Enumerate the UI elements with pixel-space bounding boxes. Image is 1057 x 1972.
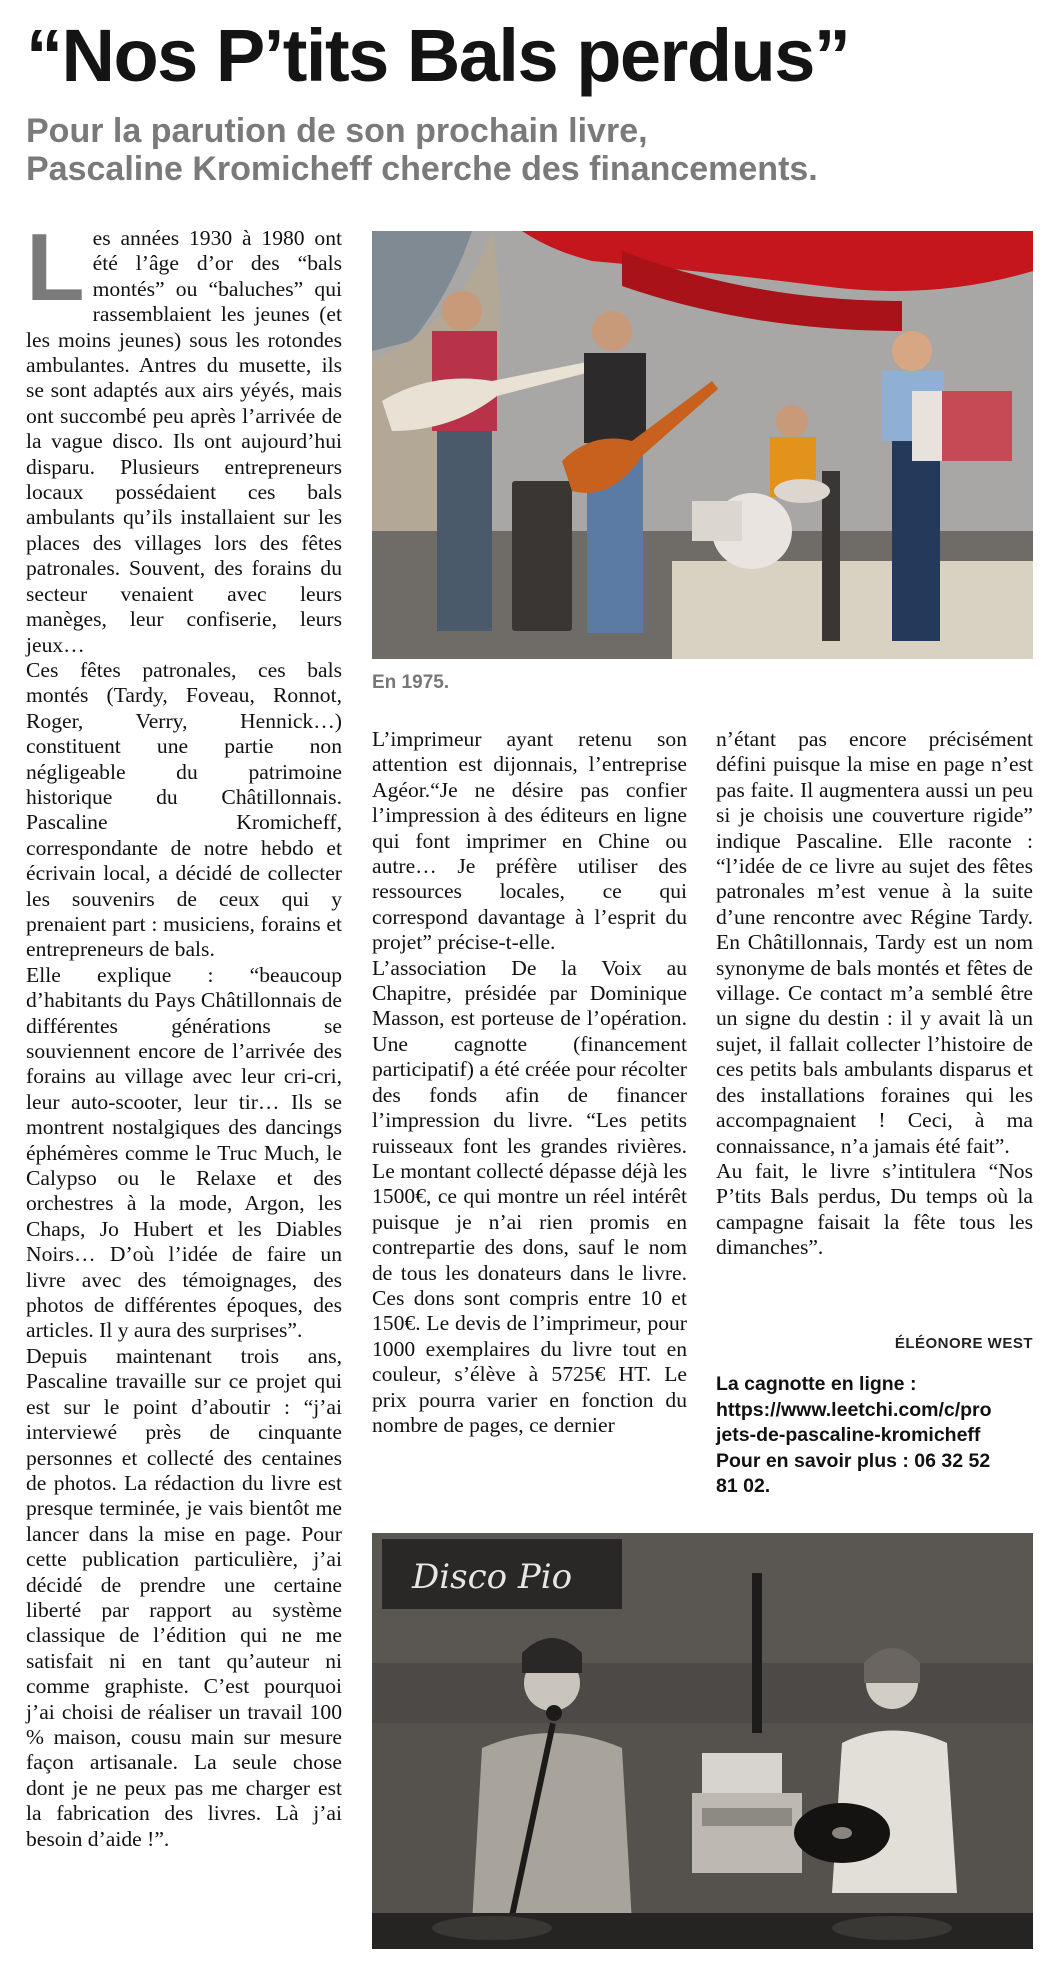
disco-sign-text: Disco Pio — [412, 1557, 573, 1597]
lead-paragraph — [26, 214, 342, 658]
body-paragraph: Au fait, le livre s’intitulera “Nos P’tits Bals perdus, Du temps où la campagne faisait la fête tous les dimanches”. — [716, 1158, 1033, 1260]
band-photo — [372, 231, 1033, 659]
article-byline: ÉLÉONORE WEST — [894, 1335, 1033, 1352]
article-column-3 — [716, 727, 1033, 1261]
article-column-1 — [26, 214, 342, 1852]
info-line: Pour en savoir plus : 06 32 52 — [716, 1449, 991, 1472]
disco-photo-illustration — [372, 1533, 1033, 1949]
body-paragraph: L’association De la Voix au Chapitre, présidée par Dominique Masson, est porteuse de l’opération. Une cagnotte (financement participatif) a été créée pour récolter des fonds afin de financer l’impression du livre. “Les petits ruisseaux font les grandes rivières. Le montant collecté dépasse déjà les 1500€, ce qui montre un réel intérêt puisque je n’ai rien promis en contrepartie des dons, sauf le nom de tous les donateurs dans le livre. Ces dons sont compris entre 10 et 150€. Le devis de l’imprimeur, pour 1000 exemplaires du livre tout en couleur, s’élève à 5725€ HT. Le prix pourra varier en fonction du nombre de pages, ce dernier — [372, 955, 687, 1437]
lead-text: es années 1930 à 1980 ont été l’âge d’or des “bals montés” ou “baluches” qui rassemblaient les jeunes (et les moins jeunes) sous les rotondes ambulantes. Antres du musette, ils se sont adaptés aux airs yéyés, mais ont succombé peu après l’arrivée de la vague disco. Ils ont aujourd’hui disparu. Plusieurs entrepreneurs locaux possédaient ces bals ambulants qu’ils installaient sur les places des villages lors des fêtes patronales. Souvent, des forains du secteur venaient avec leurs manèges, leur confiserie, leurs jeux… — [26, 226, 342, 657]
info-box — [716, 1372, 1036, 1500]
info-link[interactable]: jets-de-pascaline-kromicheff — [716, 1424, 981, 1447]
body-paragraph: L’imprimeur ayant retenu son attention est dijonnais, l’entreprise Agéor.“Je ne désire pas confier l’impression à des éditeurs en ligne qui font imprimer en Chine ou autre… Je préfère utiliser des ressources locales, ce qui correspond davantage à l’esprit du projet” précise-t-elle. — [372, 727, 687, 955]
info-link[interactable]: https://www.leetchi.com/c/pro — [716, 1398, 992, 1421]
drop-cap: L — [26, 214, 85, 321]
article-headline: “Nos P’tits Bals perdus” — [26, 14, 850, 97]
info-line: 81 02. — [716, 1475, 771, 1498]
article-column-2 — [372, 727, 687, 1438]
body-paragraph: Ces fêtes patronales, ces bals montés (Tardy, Foveau, Ronnot, Roger, Verry, Hennick…) constituent une partie non négligeable du patrimoine historique du Châtillonnais. Pascaline Kromicheff, correspondante de notre hebdo et écrivain local, a décidé de collecter les souvenirs de ceux qui y prenaient part : musiciens, forains et entrepreneurs de bals. — [26, 657, 342, 962]
body-paragraph: n’étant pas encore précisément défini puisque la mise en page n’est pas faite. Il augmentera aussi un peu si je choisis une couverture rigide” indique Pascaline. Elle raconte : “l’idée de ce livre au sujet des fêtes patronales m’est venue à la suite d’une rencontre avec Régine Tardy. En Châtillonnais, Tardy est un nom synonyme de bals montés et fêtes de village. Ce contact m’a semblé être un signe du destin : il y avait là un sujet, il fallait collecter l’histoire de ces petits bals ambulants disparus et des installations foraines qui les accompagnaient ! Ceci, à ma connaissance, n’a jamais été fait”. — [716, 727, 1033, 1158]
photo-caption: En 1975. — [372, 672, 450, 693]
disco-photo — [372, 1533, 1033, 1949]
body-paragraph: Depuis maintenant trois ans, Pascaline travaille sur ce projet qui est sur le point d’aboutir : “j’ai interviewé près de cinquante personnes et collecté des centaines de photos. La rédaction du livre est presque terminée, je vais bientôt me lancer dans la mise en page. Pour cette publication particulière, j’ai décidé de prendre une certaine liberté par rapport au système classique de l’édition qui ne me satisfait ni en tant qu’auteur ni comme graphiste. C’est pourquoi j’ai choisi de réaliser un travail 100 % maison, cousu main sur mesure façon artisanale. La seule chose dont je ne peux pas me charger est la fabrication des livres. Là j’ai besoin d’aide !”. — [26, 1343, 342, 1851]
info-line: La cagnotte en ligne : — [716, 1373, 917, 1395]
subhead-line: Pour la parution de son prochain livre, — [26, 112, 648, 150]
article-subhead — [26, 112, 1036, 188]
subhead-line: Pascaline Kromicheff cherche des financements. — [26, 150, 818, 188]
band-photo-illustration — [372, 231, 1033, 659]
body-paragraph: Elle explique : “beaucoup d’habitants du Pays Châtillonnais de différentes générations se souviennent encore de l’arrivée des forains au village avec leur cri-cri, leur auto-scooter, leur tir… Ils se montrent nostalgiques des dancings éphémères comme le Truc Much, le Calypso ou le Relaxe et des orchestres à la mode, Argon, les Chaps, Jo Hubert et les Diables Noirs… D’où l’idée de faire un livre avec des témoignages, des photos de différentes époques, des articles. Il y aura des surprises”. — [26, 962, 342, 1343]
